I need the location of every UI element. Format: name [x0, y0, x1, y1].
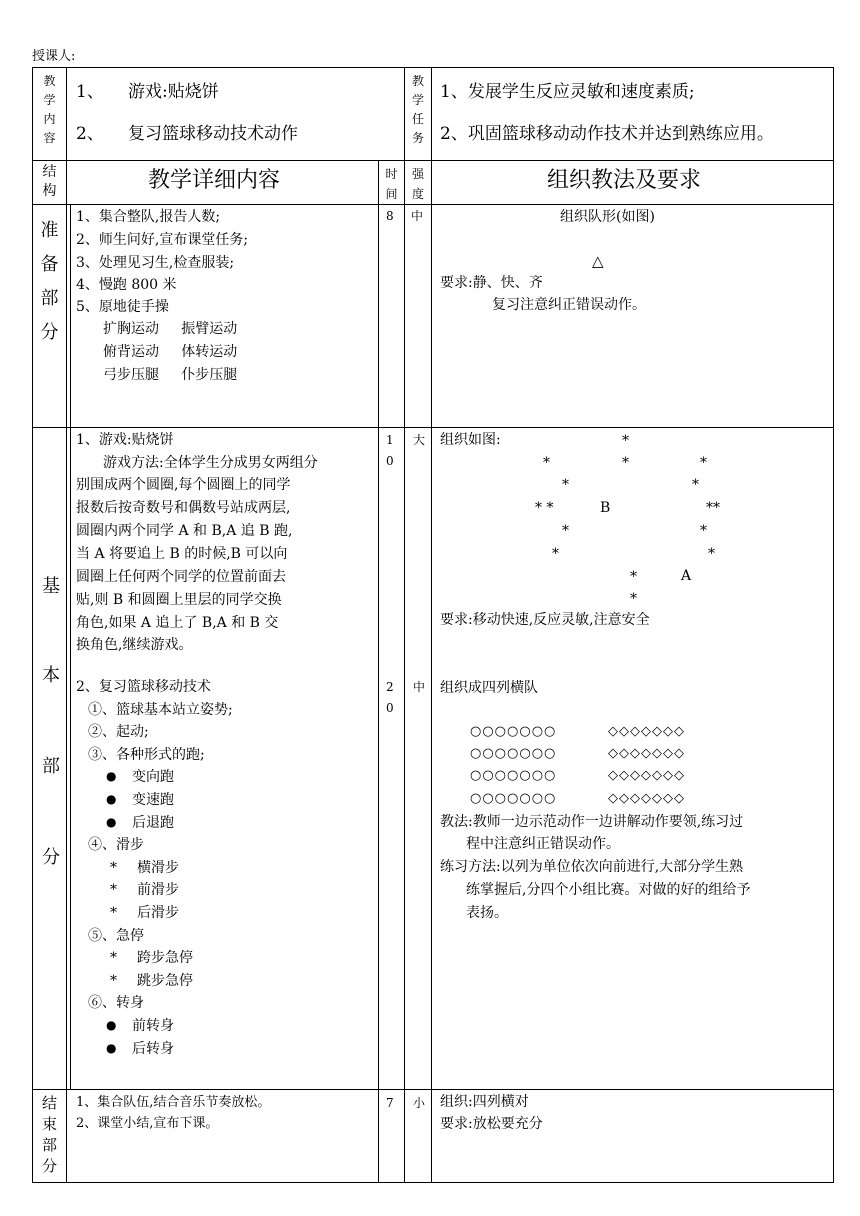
star-mark: *: [562, 523, 569, 539]
basic-label-3: 部: [42, 756, 60, 777]
asterisk-mark: *: [110, 882, 117, 898]
content-item-2: 复习篮球移动技术动作: [128, 124, 298, 144]
stop-item: 跳步急停: [137, 973, 193, 989]
col-divider-inner: [70, 204, 71, 1089]
letter-b: B: [600, 500, 611, 516]
letter-a: A: [681, 568, 692, 584]
end-req: 要求:放松要充分: [440, 1116, 543, 1132]
game-line: 换角色,继续游戏。: [76, 637, 193, 653]
double-star-right: **: [706, 500, 720, 516]
asterisk-mark: *: [110, 860, 117, 876]
teach-line: 教法:教师一边示范动作一边讲解动作要领,练习过: [440, 814, 744, 830]
practice-line: 练掌握后,分四个小组比赛。对做的好的组给予: [466, 882, 751, 898]
game-org: 组织如图:: [440, 432, 501, 448]
end-org: 组织:四列横对: [440, 1094, 529, 1110]
structure-header: 结 构: [42, 164, 57, 199]
skill-time: 0: [386, 701, 394, 715]
game-line: 贴,则 B 和圆圈上里层的同学交换: [76, 592, 282, 608]
game-req: 要求:移动快速,反应灵敏,注意安全: [440, 612, 650, 628]
end-intensity: 小: [413, 1096, 426, 1110]
col-divider: [378, 160, 379, 1183]
prep-line: 俯背运动 体转运动: [103, 344, 238, 360]
skill-time: 2: [386, 680, 394, 694]
game-time: 0: [386, 454, 394, 468]
basic-label-4: 分: [42, 847, 60, 868]
task-item-2: 2、巩固篮球移动动作技术并达到熟练应用。: [440, 124, 774, 144]
bullet-icon: ●: [106, 1018, 117, 1032]
col-divider: [66, 67, 67, 1183]
star-mark: *: [622, 433, 629, 449]
circle-row: ○○○○○○○: [470, 791, 557, 806]
prep-time: 8: [386, 209, 394, 223]
task-label: 教 学 任 务: [411, 74, 424, 145]
content-item-1-num: 1、: [76, 82, 104, 102]
practice-line: 练习方法:以列为单位依次向前进行,大部分学生熟: [440, 859, 744, 875]
skill-org: 组织成四列横队: [440, 680, 538, 696]
star-mark: *: [708, 546, 715, 562]
double-star-left: * *: [535, 500, 554, 516]
game-line: 角色,如果 A 追上了 B,A 和 B 交: [76, 615, 279, 631]
game-line: 圆圈上任何两个同学的位置前面去: [76, 569, 286, 585]
slide-title: ④、滑步: [88, 837, 144, 853]
triangle-icon: △: [592, 252, 604, 270]
end-line: 2、课堂小结,宣布下课。: [76, 1116, 219, 1131]
content-item-2-num: 2、: [76, 124, 104, 144]
asterisk-mark: *: [110, 973, 117, 989]
bullet-icon: ●: [106, 769, 117, 783]
diamond-row: ◇◇◇◇◇◇◇: [608, 768, 685, 783]
star-mark: *: [552, 546, 559, 562]
end-line: 1、集合队伍,结合音乐节奏放松。: [76, 1095, 271, 1110]
prep-intensity: 中: [411, 209, 424, 223]
prep-line: 2、师生问好,宣布课堂任务;: [76, 232, 249, 248]
circle-row: ○○○○○○○: [470, 724, 557, 739]
method-title: 组织教法及要求: [547, 168, 702, 193]
game-line: 1、游戏:贴烧饼: [76, 432, 174, 448]
col-divider: [404, 67, 405, 1183]
game-line: 当 A 将要追上 B 的时候,B 可以向: [76, 546, 288, 562]
star-mark: *: [562, 477, 569, 493]
basic-label-1: 基: [42, 576, 60, 597]
intensity-header: 强 度: [411, 167, 424, 201]
prep-line: 4、慢跑 800 米: [76, 277, 177, 293]
prep-req: 要求:静、快、齐: [440, 275, 543, 291]
content-label: 教 学 内 容: [43, 74, 56, 145]
teach-line: 程中注意纠正错误动作。: [466, 836, 620, 852]
prep-req2: 复习注意纠正错误动作。: [492, 297, 646, 313]
table-border-top: [32, 67, 834, 68]
turn-item: 后转身: [132, 1041, 174, 1057]
asterisk-mark: *: [110, 905, 117, 921]
stop-title: ⑤、急停: [88, 928, 144, 944]
run-item: 变向跑: [132, 769, 174, 785]
content-title: 教学详细内容: [148, 168, 281, 193]
slide-item: 横滑步: [137, 860, 179, 876]
star-mark: *: [622, 455, 629, 471]
time-header: 时 间: [385, 167, 398, 201]
row-divider: [32, 160, 834, 161]
content-item-1: 游戏:贴烧饼: [128, 82, 219, 102]
table-border-bottom: [32, 1182, 834, 1183]
star-mark: *: [700, 455, 707, 471]
end-time: 7: [386, 1096, 394, 1110]
teacher-label: 授课人:: [32, 49, 76, 64]
game-intensity: 大: [413, 433, 426, 447]
prep-line: 3、处理见习生,检查服装;: [76, 255, 235, 271]
skill-line: 2、复习篮球移动技术: [76, 679, 211, 695]
prep-formation: 组织队形(如图): [560, 209, 655, 225]
prep-label: 准 备 部 分: [40, 220, 59, 343]
slide-item: 前滑步: [137, 882, 179, 898]
turn-title: ⑥、转身: [88, 995, 144, 1011]
task-item-1: 1、发展学生反应灵敏和速度素质;: [440, 82, 695, 102]
row-divider: [32, 427, 834, 428]
practice-line: 表扬。: [466, 905, 508, 921]
asterisk-mark: *: [110, 950, 117, 966]
circle-row: ○○○○○○○: [470, 746, 557, 761]
table-border-right: [833, 67, 834, 1183]
prep-line: 弓步压腿 仆步压腿: [103, 367, 238, 383]
row-divider: [32, 1089, 834, 1090]
run-item: 后退跑: [132, 815, 174, 831]
game-line: 别围成两个圆圈,每个圆圈上的同学: [76, 477, 291, 493]
skill-line: ②、起动;: [88, 724, 149, 740]
prep-line: 5、原地徒手操: [76, 299, 169, 315]
skill-line: ①、篮球基本站立姿势;: [88, 702, 233, 718]
star-mark: *: [692, 477, 699, 493]
star-mark: *: [630, 591, 637, 607]
bullet-icon: ●: [106, 792, 117, 806]
star-mark: *: [543, 455, 550, 471]
game-line: 报数后按奇数号和偶数号站成两层,: [76, 500, 291, 516]
star-mark: *: [630, 569, 637, 585]
prep-line: 1、集合整队,报告人数;: [76, 209, 221, 225]
diamond-row: ◇◇◇◇◇◇◇: [608, 746, 685, 761]
basic-label-2: 本: [42, 665, 60, 686]
row-divider: [32, 204, 834, 205]
turn-item: 前转身: [132, 1018, 174, 1034]
diamond-row: ◇◇◇◇◇◇◇: [608, 724, 685, 739]
bullet-icon: ●: [106, 815, 117, 829]
game-line: 圆圈内两个同学 A 和 B,A 追 B 跑,: [76, 523, 293, 539]
end-label: 结 束 部 分: [41, 1094, 57, 1175]
game-time: 1: [386, 433, 394, 447]
diamond-row: ◇◇◇◇◇◇◇: [608, 791, 685, 806]
skill-intensity: 中: [413, 680, 426, 694]
skill-line: ③、各种形式的跑;: [88, 747, 205, 763]
bullet-icon: ●: [106, 1041, 117, 1055]
slide-item: 后滑步: [137, 905, 179, 921]
run-item: 变速跑: [132, 792, 174, 808]
prep-line: 扩胸运动 振臂运动: [103, 321, 238, 337]
col-divider: [431, 67, 432, 1183]
stop-item: 跨步急停: [137, 950, 193, 966]
star-mark: *: [700, 523, 707, 539]
game-line: 游戏方法:全体学生分成男女两组分: [103, 455, 318, 471]
circle-row: ○○○○○○○: [470, 768, 557, 783]
